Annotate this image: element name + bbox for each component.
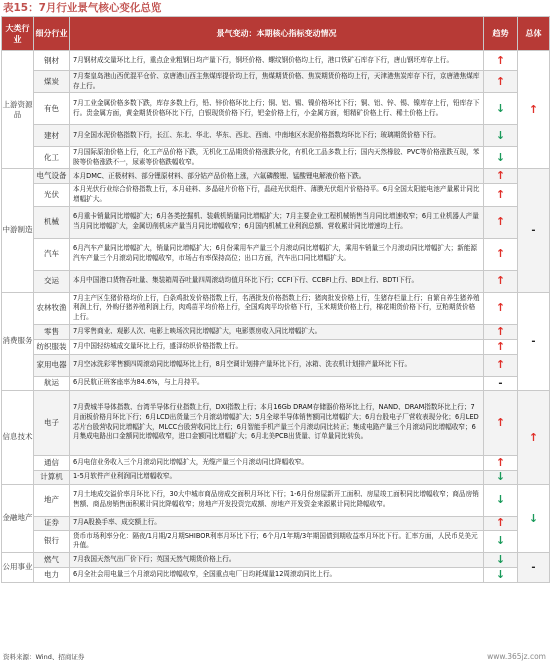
description-cell: 本月DMC、正极材料、部分锂原材料、部分钴产品价格上涨，六氟磷酸锂、锰酸锂电解液价格下跌。 — [70, 169, 484, 184]
overall-cell — [518, 292, 550, 390]
arrow-down-icon: ↓ — [495, 552, 506, 566]
table-row — [2, 552, 550, 567]
table-row — [2, 376, 550, 390]
description-cell: 7月A股换手率、成交额上行。 — [70, 516, 484, 530]
arrow-up-icon: ↑ — [528, 103, 539, 117]
overall-cell — [518, 51, 550, 169]
industry-cell: 家用电器 — [34, 354, 70, 376]
category-cell: 公用事业 — [2, 552, 34, 582]
table-title: 表15：7月行业景气核心变化总览 — [3, 2, 162, 14]
table-row — [2, 125, 550, 147]
description-cell: 7月主产区生猪价格均价上行，白条鸡批发价格指数上行，名酒批发价格指数上行；猪肉批发价格上行，生猪存栏量上行；自繁自养生猪养殖利润上行，外购仔猪养殖利润上行，肉鸡苗平均价格上行，全国鸡肉平均价格下行，玉米期货价格上行，棉花期货价格下行，豆粕期货价格上行。 — [70, 292, 484, 324]
arrow-up-icon: ↑ — [495, 53, 506, 67]
trend-cell — [484, 567, 518, 582]
header-description: 景气变动：本期核心指标变动情况 — [70, 17, 484, 51]
header-industry: 细分行业 — [34, 17, 70, 51]
description-cell: 7月全国水泥价格指数下行，长江、东北、华北、华东、西北、西南、中南地区水泥价格指数均环比下行；玻璃期货价格下行。 — [70, 125, 484, 147]
arrow-down-icon: ↓ — [495, 534, 506, 548]
trend-cell — [484, 184, 518, 206]
trend-cell — [484, 238, 518, 270]
description-cell: 6月汽车产量同比增幅扩大，销量同比增幅扩大；6月份乘用车产量三个月滚动同比增幅扩大，乘用车销量三个月滚动同比增幅扩大；新能源汽车产量三个月滚动同比增幅收窄，市场占有率保持高位；出口方面，汽车出口同比增幅扩大。 — [70, 238, 484, 270]
table-row — [2, 270, 550, 292]
arrow-up-icon: ↑ — [495, 455, 506, 469]
table-row — [2, 206, 550, 238]
arrow-down-icon: ↓ — [495, 128, 506, 142]
description-cell: 7月中国轻纺城成交量环比上行，盛泽纺织价格指数上行。 — [70, 339, 484, 354]
overall-cell — [518, 390, 550, 484]
dash-icon: - — [531, 561, 536, 573]
header-trend: 趋势 — [484, 17, 518, 51]
arrow-up-icon: ↑ — [495, 324, 506, 338]
table-row — [2, 470, 550, 484]
industry-cell: 汽车 — [34, 238, 70, 270]
industry-cell: 通信 — [34, 455, 70, 470]
industry-cell: 银行 — [34, 530, 70, 552]
industry-cell: 电子 — [34, 390, 70, 455]
description-cell: 7月空冰洗彩零售额四周滚动同比增幅环比上行，8月空调计划排产量环比下行，冰箱、洗衣机计划排产量环比下行。 — [70, 354, 484, 376]
industry-cell: 计算机 — [34, 470, 70, 484]
trend-cell — [484, 147, 518, 169]
arrow-up-icon: ↑ — [495, 415, 506, 429]
trend-cell — [484, 354, 518, 376]
table-row — [2, 51, 550, 71]
description-cell: 7月钢材成交量环比上行，重点企业粗钢日均产量下行，钢坯价格、螺纹钢价格均上行，港口铁矿石库存下行，唐山钢坯库存上行。 — [70, 51, 484, 71]
header-overall: 总体 — [518, 17, 550, 51]
table-row — [2, 567, 550, 582]
trend-cell — [484, 455, 518, 470]
arrow-down-icon: ↓ — [495, 150, 506, 164]
description-cell: 6月民航正班客座率为84.6%，与上月持平。 — [70, 376, 484, 390]
description-cell: 1-5月软件产业利润同比增幅收窄。 — [70, 470, 484, 484]
description-cell: 7月土地成交溢价率月环比下行，30大中城市商品房成交面积月环比下行；1-6月份房屋新开工面积、房屋竣工面积同比增幅收窄；商品房销售额、商品房销售面积累计同比降幅收窄；房地产开发投资完成额、房地产开发资金来源累计同比降幅收窄。 — [70, 484, 484, 516]
description-cell: 7月零售商业、观影人次、电影上映场次同比增幅扩大，电影票房收入同比增幅扩大。 — [70, 324, 484, 339]
industry-cell: 煤炭 — [34, 71, 70, 93]
trend-cell — [484, 390, 518, 455]
trend-cell — [484, 71, 518, 93]
arrow-down-icon: ↓ — [495, 567, 506, 581]
description-cell: 6月电信业务收入三个月滚动同比增幅扩大，光缆产量三个月滚动同比降幅收窄。 — [70, 455, 484, 470]
arrow-up-icon: ↑ — [495, 358, 506, 372]
industry-cell: 电气设备 — [34, 169, 70, 184]
description-cell: 7月秦皇岛港山西优混平仓价、京唐港山西主焦煤库提价均上行，焦煤期货价格、焦炭期货价格均上行，天津港焦炭库存下行，京唐港焦煤库存上行。 — [70, 71, 484, 93]
industry-cell: 零售 — [34, 324, 70, 339]
industry-cell: 建材 — [34, 125, 70, 147]
arrow-down-icon: ↓ — [495, 470, 506, 484]
overall-cell — [518, 169, 550, 292]
trend-cell — [484, 339, 518, 354]
trend-cell — [484, 530, 518, 552]
overall-cell — [518, 552, 550, 582]
description-cell: 6月重卡销量同比增幅扩大；6月各类挖掘机、装载机销量同比增幅扩大；7月主要企业工程机械销售当月同比增速收窄；6月工业机器人产量当月同比增幅扩大，金属切削机床产量当月同比增幅收窄；6月国内机械工业利润总额、营收累计同比增速均上行。 — [70, 206, 484, 238]
table-row — [2, 184, 550, 206]
industry-cell: 机械 — [34, 206, 70, 238]
table-row — [2, 147, 550, 169]
arrow-up-icon: ↑ — [495, 74, 506, 88]
trend-cell — [484, 292, 518, 324]
trend-cell — [484, 470, 518, 484]
industry-cell: 交运 — [34, 270, 70, 292]
description-cell: 货币市场利率分化：隔夜/1月期/2月期SHIBOR利率月环比下行；6个月/1年期/3年期国债到期收益率月环比下行。汇率方面，人民币兑美元升值。 — [70, 530, 484, 552]
table-row — [2, 93, 550, 125]
table-row — [2, 390, 550, 455]
trend-cell — [484, 125, 518, 147]
table-row — [2, 530, 550, 552]
arrow-up-icon: ↑ — [495, 169, 506, 183]
trend-cell — [484, 552, 518, 567]
industry-cell: 纺织服装 — [34, 339, 70, 354]
dash-icon: - — [531, 335, 536, 347]
category-cell: 消费服务 — [2, 292, 34, 390]
industry-cell: 农林牧渔 — [34, 292, 70, 324]
arrow-up-icon: ↑ — [495, 215, 506, 229]
header-category: 大类行业 — [2, 17, 34, 51]
industry-cell: 钢材 — [34, 51, 70, 71]
description-cell: 6月全社会用电量三个月滚动同比增幅收窄，全国重点电厂日均耗煤量12周滚动同比上行。 — [70, 567, 484, 582]
industry-cell: 地产 — [34, 484, 70, 516]
arrow-up-icon: ↑ — [495, 187, 506, 201]
industry-cell: 燃气 — [34, 552, 70, 567]
header-row — [2, 17, 550, 51]
description-cell: 7月国际原油价格上行，化工产品价格下跌，无机化工品期货价格涨跌分化，有机化工品多数上行；国内天然橡胶、PVC等价格涨跌互现，苯胺等价格涨跌不一，尿素等价格跌幅收窄。 — [70, 147, 484, 169]
industry-cell: 有色 — [34, 93, 70, 125]
table-row — [2, 354, 550, 376]
source-note: 资料来源：Wind、招商证券 — [3, 653, 85, 661]
arrow-down-icon: ↓ — [495, 493, 506, 507]
table-row — [2, 516, 550, 530]
description-cell: 7月工业金属价格多数下跌，库存多数上行，铅、锌价格环比上行；铜、铝、锡、镍价格环比下行；铜、铝、锌、锡、镍库存上行，铅库存下行。贵金属方面，黄金期货价格环比下行，白银现货价格下行，钯金价格上行，小金属方面，钼精矿价格上行、稀土价格上行。 — [70, 93, 484, 125]
arrow-up-icon: ↑ — [495, 339, 506, 353]
trend-cell — [484, 169, 518, 184]
dash-icon: - — [498, 377, 503, 389]
description-cell: 7月费城半导体指数、台湾半导体行业指数上行，DXI指数上行；本月16Gb DRAM存储器价格环比上行，NAND、DRAM指数环比上行；7月面板价格月环比下行；6月LCD出货量三个月滚动增幅扩大；5月全球半导体销售额同比增幅扩大；6月台股电子厂营收表现分化；6月LED芯片台股营收同比增幅扩大，MLCC台股营收同比上行；6月智能手机产量三个月滚动同比转正；集成电路产量三个月滚动同比增幅收窄；6月集成电路出口金额同比增幅收窄，进口金额同比增幅扩大；6月北美PCB出货量、订单量同比转负。 — [70, 390, 484, 455]
industry-cell: 航运 — [34, 376, 70, 390]
arrow-down-icon: ↓ — [495, 101, 506, 115]
trend-cell — [484, 51, 518, 71]
trend-cell — [484, 516, 518, 530]
description-cell: 7月我国天然气出厂价下行；英国天然气期货价格上行。 — [70, 552, 484, 567]
trend-cell — [484, 270, 518, 292]
arrow-down-icon: ↓ — [528, 511, 539, 525]
table-row — [2, 238, 550, 270]
description-cell: 本月光伏行业综合价格指数上行，本月硅料、多晶硅片价格下行，晶硅光伏组件、薄膜光伏组片价格持平。6月全国太阳能电池产量累计同比增幅扩大。 — [70, 184, 484, 206]
industry-cell: 证券 — [34, 516, 70, 530]
description-cell: 本月中国港口货物吞吐量、集装箱周吞吐量四周滚动均值月环比下行；CCFI下行、CCBFI上行、BDI上行、BDTI下行。 — [70, 270, 484, 292]
category-cell: 信息技术 — [2, 390, 34, 484]
dash-icon: - — [531, 224, 536, 236]
industry-cell: 电力 — [34, 567, 70, 582]
table-row — [2, 324, 550, 339]
industry-table — [1, 16, 550, 583]
industry-cell: 光伏 — [34, 184, 70, 206]
table-row — [2, 339, 550, 354]
industry-cell: 化工 — [34, 147, 70, 169]
arrow-up-icon: ↑ — [495, 274, 506, 288]
trend-cell — [484, 93, 518, 125]
arrow-up-icon: ↑ — [495, 516, 506, 530]
trend-cell — [484, 324, 518, 339]
watermark: www.365jz.com — [487, 652, 546, 661]
arrow-up-icon: ↑ — [528, 430, 539, 444]
category-cell: 中游制造 — [2, 169, 34, 292]
table-row — [2, 484, 550, 516]
trend-cell — [484, 206, 518, 238]
table-row — [2, 455, 550, 470]
trend-cell — [484, 376, 518, 390]
category-cell: 金融地产 — [2, 484, 34, 552]
overall-cell — [518, 484, 550, 552]
table-row — [2, 292, 550, 324]
trend-cell — [484, 484, 518, 516]
category-cell: 上游资源品 — [2, 51, 34, 169]
table-row — [2, 71, 550, 93]
arrow-up-icon: ↑ — [495, 301, 506, 315]
table-row — [2, 169, 550, 184]
arrow-up-icon: ↑ — [495, 247, 506, 261]
